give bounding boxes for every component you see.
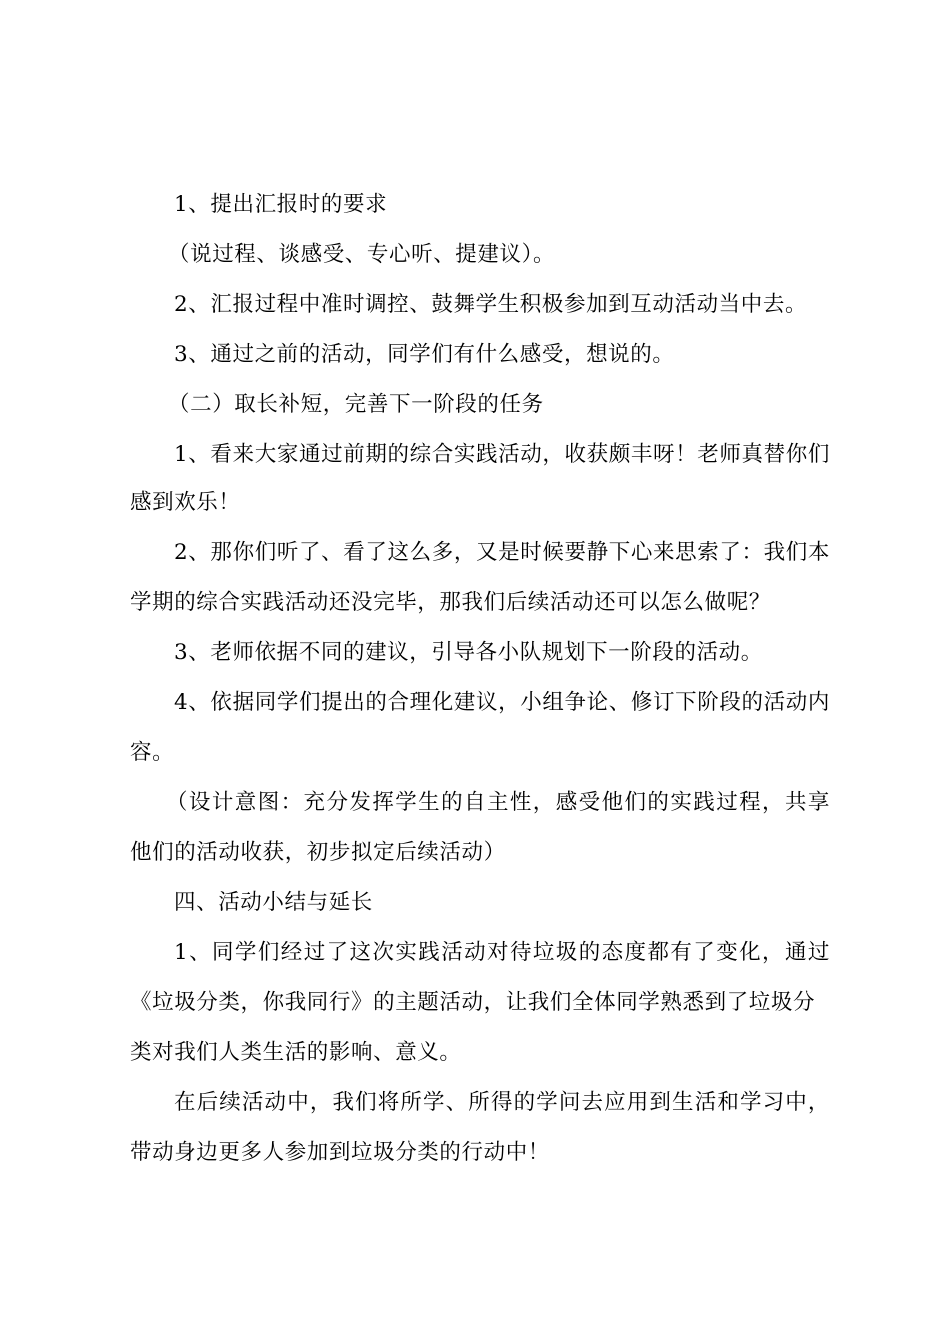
paragraph-reflect-line1: 2、那你们听了、看了这么多，又是时候要静下心来思索了：我们本 xyxy=(174,540,830,565)
paragraph-teacher-guide: 3、老师依据不同的建议，引导各小队规划下一阶段的活动。 xyxy=(174,640,763,665)
paragraph-summary-line3: 类对我们人类生活的影响、意义。 xyxy=(130,1040,462,1065)
paragraph-design-intent-line1: （设计意图：充分发挥学生的自主性，感受他们的实践过程，共享 xyxy=(166,790,830,815)
paragraph-feelings: 3、通过之前的活动，同学们有什么感受，想说的。 xyxy=(174,342,675,367)
paragraph-harvest-line2: 感到欢乐！ xyxy=(130,490,241,515)
paragraph-reflect-line2: 学期的综合实践活动还没完毕，那我们后续活动还可以怎么做呢？ xyxy=(130,590,771,615)
paragraph-report-control: 2、汇报过程中准时调控、鼓舞学生积极参加到互动活动当中去。 xyxy=(174,292,808,317)
paragraph-report-requirements: 1、提出汇报时的要求 xyxy=(174,192,388,217)
paragraph-summary-line2: 《垃圾分类，你我同行》的主题活动，让我们全体同学熟悉到了垃圾分 xyxy=(130,990,816,1015)
paragraph-followup-line1: 在后续活动中，我们将所学、所得的学问去应用到生活和学习中， xyxy=(174,1090,830,1115)
section-heading-improve: （二）取长补短，完善下一阶段的任务 xyxy=(168,392,544,417)
paragraph-followup-line2: 带动身边更多人参加到垃圾分类的行动中！ xyxy=(130,1140,550,1165)
paragraph-revise-line1: 4、依据同学们提出的合理化建议，小组争论、修订下阶段的活动内 xyxy=(174,690,830,715)
paragraph-design-intent-line2: 他们的活动收获，初步拟定后续活动） xyxy=(130,840,506,865)
paragraph-requirements-detail: （说过程、谈感受、专心听、提建议）。 xyxy=(168,242,556,267)
paragraph-summary-line1: 1、同学们经过了这次实践活动对待垃圾的态度都有了变化，通过 xyxy=(174,940,830,965)
paragraph-revise-line2: 容。 xyxy=(130,740,175,765)
paragraph-harvest-line1: 1、看来大家通过前期的综合实践活动，收获颇丰呀！老师真替你们 xyxy=(174,442,830,467)
section-heading-summary: 四、活动小结与延长 xyxy=(174,890,373,915)
